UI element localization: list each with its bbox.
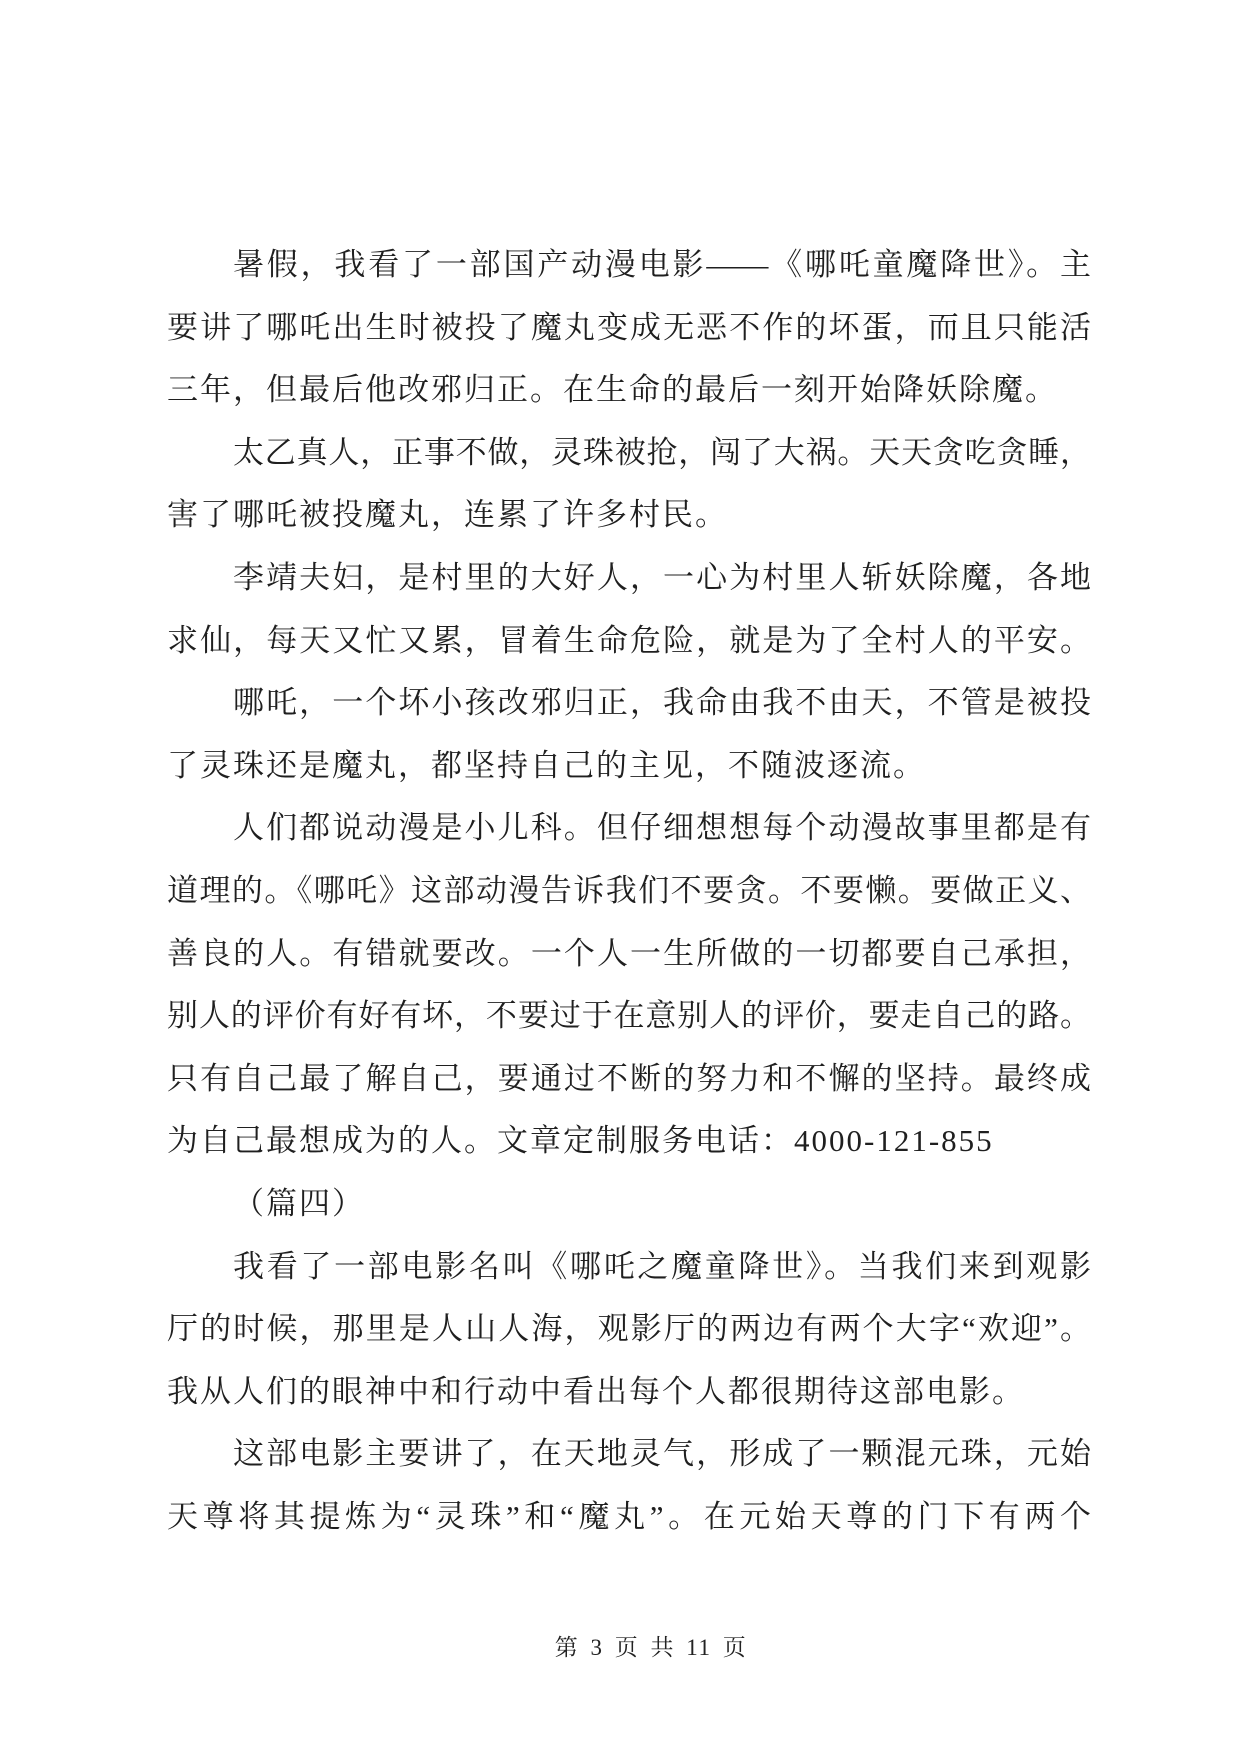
text-line: 暑假，我看了一部国产动漫电影——《哪吒童魔降世》。主 <box>233 247 1091 282</box>
text-line: 厅的时候，那里是人山人海，观影厅的两边有两个大字“欢迎”。 <box>167 1311 1091 1347</box>
text-line: 别人的评价有好有坏，不要过于在意别人的评价，要走自己的路。 <box>167 998 1091 1034</box>
paragraph <box>167 422 1091 547</box>
text-line: 要讲了哪吒出生时被投了魔丸变成无恶不作的坏蛋，而且只能活 <box>167 309 1091 345</box>
text-line: 道理的。《哪吒》这部动漫告诉我们不要贪。不要懒。要做正义、 <box>167 872 1091 908</box>
text-line: 我看了一部电影名叫《哪吒之魔童降世》。当我们来到观影 <box>233 1248 1091 1284</box>
text-line: 我从人们的眼神中和行动中看出每个人都很期待这部电影。 <box>167 1373 1025 1409</box>
text-line: 哪吒，一个坏小孩改邪归正，我命由我不由天，不管是被投 <box>233 685 1091 721</box>
text-line: 这部电影主要讲了，在天地灵气，形成了一颗混元珠，元始 <box>233 1436 1091 1472</box>
text-line: 天尊将其提炼为“灵珠”和“魔丸”。在元始天尊的门下有两个 <box>167 1498 1091 1534</box>
paragraph <box>167 1423 1091 1548</box>
paragraph <box>167 672 1091 797</box>
paragraph <box>167 1236 1091 1424</box>
text-line: 了灵珠还是魔丸，都坚持自己的主见，不随波逐流。 <box>167 747 926 783</box>
text-line: 三年，但最后他改邪归正。在生命的最后一刻开始降妖除魔。 <box>167 372 1058 408</box>
text-line: 太乙真人，正事不做，灵珠被抢，闯了大祸。天天贪吃贪睡， <box>233 434 1091 470</box>
page-footer: 第 3 页 共 11 页 <box>554 1635 748 1660</box>
text-line: 李靖夫妇，是村里的大好人，一心为村里人斩妖除魔，各地 <box>233 559 1091 595</box>
paragraph <box>167 234 1091 422</box>
text-line: 为自己最想成为的人。文章定制服务电话：4000-121-855 <box>167 1123 994 1159</box>
text-line: 只有自己最了解自己，要通过不断的努力和不懈的坚持。最终成 <box>167 1060 1091 1096</box>
document-body <box>167 234 1091 1548</box>
paragraph <box>167 797 1091 1173</box>
section-heading <box>167 1173 1091 1236</box>
text-line: 人们都说动漫是小儿科。但仔细想想每个动漫故事里都是有 <box>233 810 1091 846</box>
section-label: （篇四） <box>233 1185 365 1221</box>
text-line: 善良的人。有错就要改。一个人一生所做的一切都要自己承担， <box>167 935 1091 971</box>
text-line: 害了哪吒被投魔丸，连累了许多村民。 <box>167 497 728 533</box>
paragraph <box>167 547 1091 672</box>
text-line: 求仙，每天又忙又累，冒着生命危险，就是为了全村人的平安。 <box>167 622 1091 658</box>
